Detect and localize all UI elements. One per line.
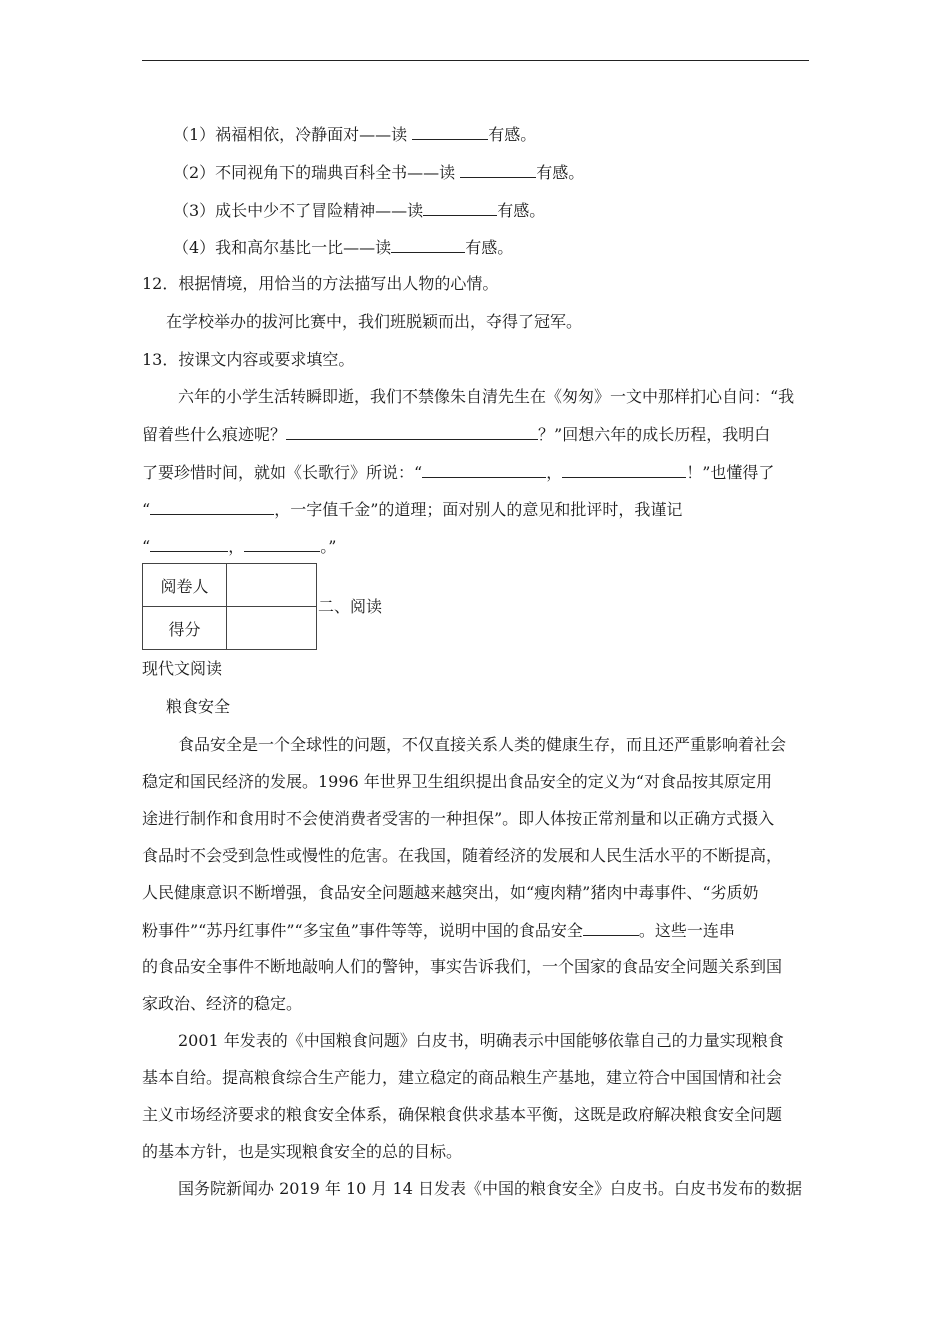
article-text-line: 稳定和国民经济的发展。1996 年世界卫生组织提出食品安全的定义为“对食品按其原定用 — [142, 772, 772, 791]
article-text-line: 2001 年发表的《中国粮食问题》白皮书，明确表示中国能够依靠自己的力量实现粮食 — [178, 1031, 784, 1050]
score-cell[interactable] — [227, 607, 317, 650]
article-text-line: 途进行制作和食用时不会使消费者受害的一种担保”。即人体按正常剂量和以正确方式摄入 — [142, 809, 775, 828]
q11-item-1: （1）祸福相依，冷静面对——读 有感。 — [173, 125, 537, 144]
q11-item-3: （3）成长中少不了冒险精神——读 有感。 — [173, 201, 546, 220]
answer-blank[interactable] — [583, 920, 639, 936]
answer-blank[interactable] — [286, 424, 538, 440]
article-text-line: 国务院新闻办 2019 年 10 月 14 日发表《中国的粮食安全》白皮书。白皮书发布的数据 — [178, 1179, 802, 1198]
answer-blank[interactable] — [244, 536, 320, 552]
q11-item-4: （4）我和高尔基比一比——读 有感。 — [173, 238, 514, 257]
q13-line-3: 了要珍惜时间，就如《长歌行》所说：“ ， ！”也懂得了 — [142, 463, 775, 482]
article-text-line: 人民健康意识不断增强，食品安全问题越来越突出，如“瘦肉精”猪肉中毒事件、“劣质奶 — [142, 883, 759, 902]
answer-blank[interactable] — [391, 237, 465, 253]
answer-blank[interactable] — [412, 124, 488, 140]
score-label: 得分 — [143, 607, 227, 650]
q13-line-1: 六年的小学生活转瞬即逝，我们不禁像朱自清先生在《匆匆》一文中那样扪心自问：“我 — [178, 387, 795, 406]
answer-blank[interactable] — [423, 200, 497, 216]
article-text-line: 的食品安全事件不断地敲响人们的警钟，事实告诉我们，一个国家的食品安全问题关系到国 — [142, 957, 783, 976]
article-text-line: 家政治、经济的稳定。 — [142, 994, 303, 1013]
article-text-line: 食品安全是一个全球性的问题，不仅直接关系人类的健康生存，而且还严重影响着社会 — [178, 735, 787, 754]
q12-context: 在学校举办的拔河比赛中，我们班脱颖而出，夺得了冠军。 — [166, 312, 583, 331]
article-text-line: 基本自给。提高粮食综合生产能力，建立稳定的商品粮生产基地，建立符合中国国情和社会 — [142, 1068, 783, 1087]
score-table — [142, 563, 317, 650]
article-text-line: 的基本方针，也是实现粮食安全的总的目标。 — [142, 1142, 463, 1161]
q13-line-2: 留着些什么痕迹呢？ ？”回想六年的成长历程，我明白 — [142, 425, 771, 444]
answer-blank[interactable] — [562, 462, 686, 478]
answer-blank[interactable] — [150, 499, 274, 515]
section-heading: 二、阅读 — [318, 597, 383, 616]
article-text-line: 食品时不会受到急性或慢性的危害。在我国，随着经济的发展和人民生活水平的不断提高， — [142, 846, 783, 865]
reviewer-cell[interactable] — [227, 564, 317, 607]
answer-blank[interactable] — [460, 162, 536, 178]
article-title: 粮食安全 — [166, 697, 231, 716]
modern-reading-label: 现代文阅读 — [142, 659, 223, 678]
header-rule — [142, 60, 809, 61]
reviewer-label: 阅卷人 — [143, 564, 227, 607]
q12-title: 12．根据情境，用恰当的方法描写出人物的心情。 — [142, 274, 499, 293]
q13-line-4: “ ，一字值千金”的道理；面对别人的意见和批评时，我谨记 — [142, 500, 683, 519]
answer-blank[interactable] — [150, 536, 228, 552]
article-text-line: 主义市场经济要求的粮食安全体系，确保粮食供求基本平衡，这既是政府解决粮食安全问题 — [142, 1105, 783, 1124]
article-text-line: 粉事件”“苏丹红事件”“多宝鱼”事件等等，说明中国的食品安全 。这些一连串 — [142, 921, 735, 940]
answer-blank[interactable] — [422, 462, 546, 478]
q13-title: 13．按课文内容或要求填空。 — [142, 350, 355, 369]
q13-line-5: “ ， 。” — [142, 537, 337, 556]
q11-item-2: （2）不同视角下的瑞典百科全书——读 有感。 — [173, 163, 585, 182]
